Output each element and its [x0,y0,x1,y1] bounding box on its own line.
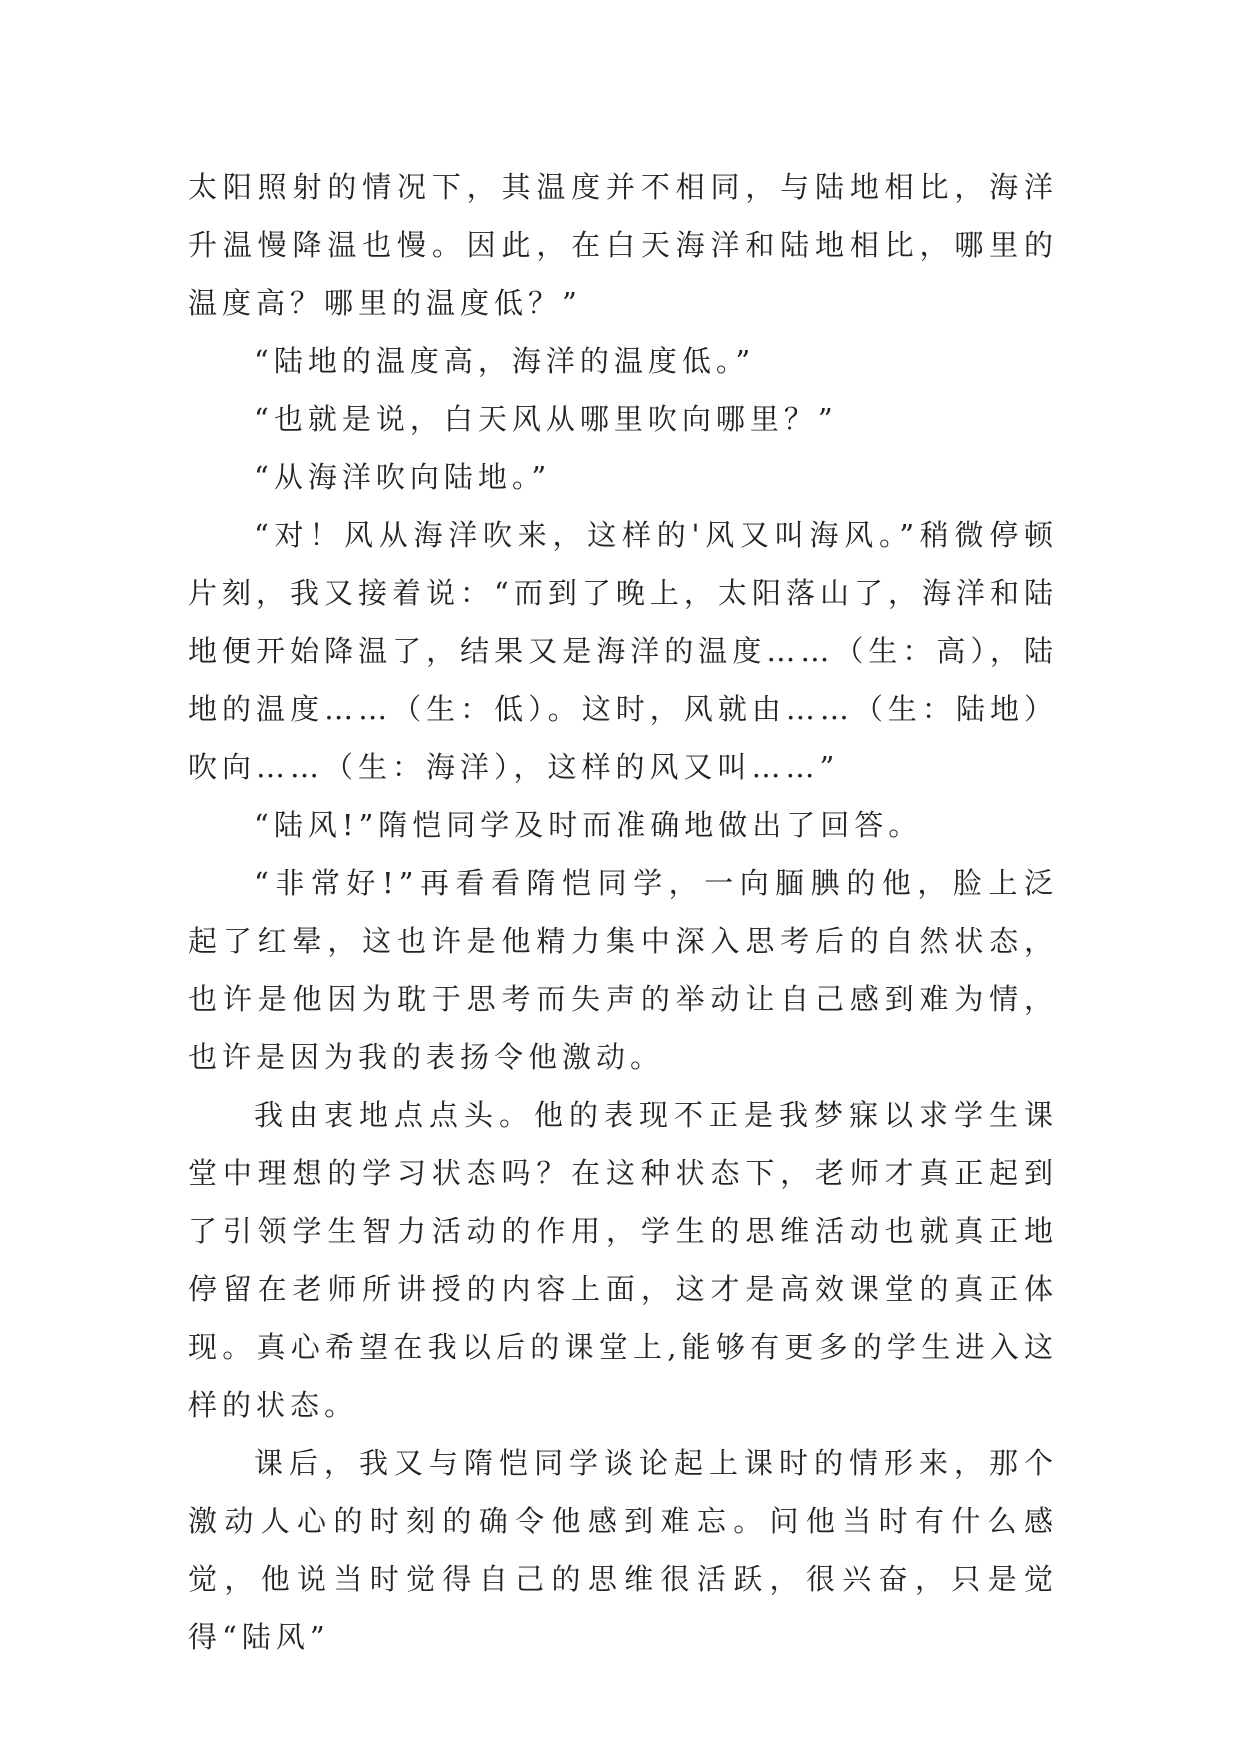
paragraph-9: 课后，我又与隋恺同学谈论起上课时的情形来，那个激动人心的时刻的确令他感到难忘。问他当时有什么感觉，他说当时觉得自己的思维很活跃，很兴奋，只是觉得“陆风” [188,1446,1058,1654]
paragraph-5: “对！风从海洋吹来，这样的'风又叫海风。”稍微停顿片刻，我又接着说：“而到了晚上，太阳落山了，海洋和陆地便开始降温了，结果又是海洋的温度……（生：高），陆地的温度……（生：低）。这时，风就由……（生：陆地）吹向……（生：海洋），这样的风又叫……” [188,518,1058,784]
paragraph-1: 太阳照射的情况下，其温度并不相同，与陆地相比，海洋升温慢降温也慢。因此，在白天海洋和陆地相比，哪里的温度高？哪里的温度低？” [188,170,1058,320]
paragraph-6: “陆风!”隋恺同学及时而准确地做出了回答。 [254,808,923,842]
paragraph-4: “从海洋吹向陆地。” [254,460,552,494]
paragraph-7: “非常好!”再看看隋恺同学，一向腼腆的他，脸上泛起了红晕，这也许是他精力集中深入思考后的自然状态，也许是他因为耽于思考而失声的举动让自己感到难为情，也许是因为我的表扬令他激动。 [188,866,1058,1074]
paragraph-3: “也就是说，白天风从哪里吹向哪里？” [254,402,838,436]
document-body [188,158,1058,1666]
paragraph-8: 我由衷地点点头。他的表现不正是我梦寐以求学生课堂中理想的学习状态吗？在这种状态下，老师才真正起到了引领学生智力活动的作用，学生的思维活动也就真正地停留在老师所讲授的内容上面，这才是高效课堂的真正体现。真心希望在我以后的课堂上,能够有更多的学生进入这样的状态。 [188,1098,1058,1422]
paragraph-2: “陆地的温度高，海洋的温度低。” [254,344,756,378]
